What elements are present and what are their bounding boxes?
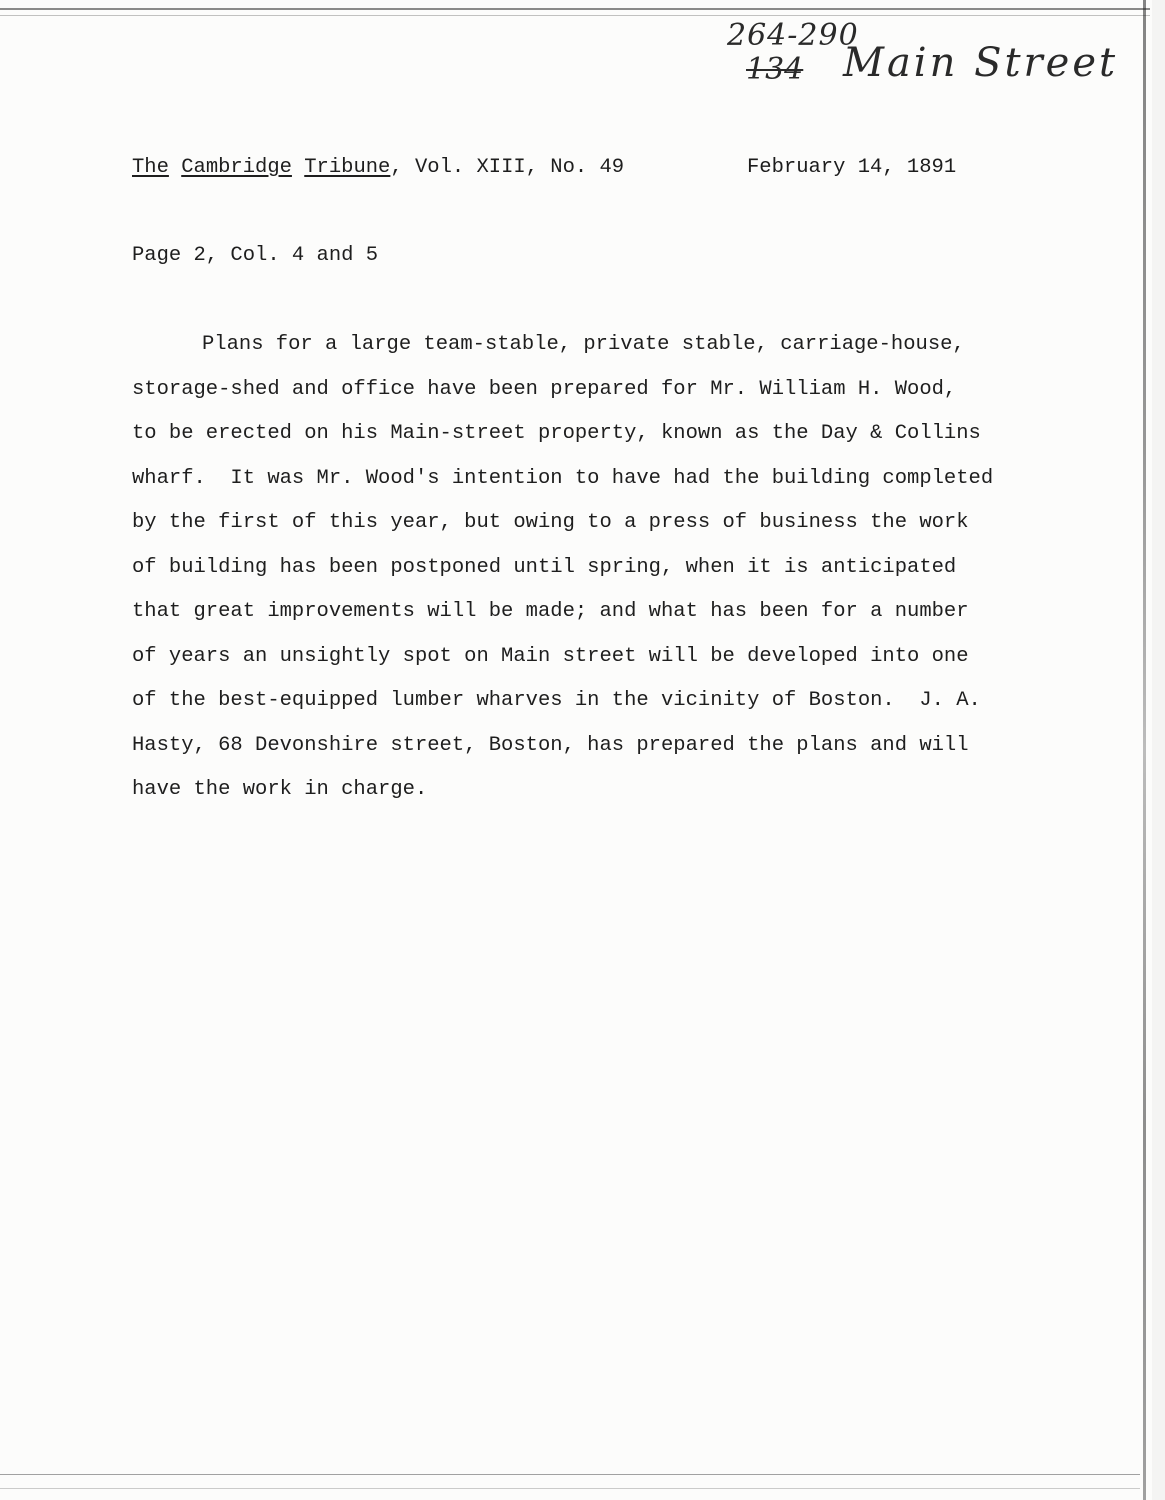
article-line: of years an unsightly spot on Main street will be developed into one: [132, 644, 969, 668]
issue-info: , Vol. XIII, No. 49: [390, 156, 625, 179]
handwritten-address-range: 264-290: [727, 18, 859, 53]
page-column-reference: Page 2, Col. 4 and 5: [132, 244, 379, 267]
article-body: [132, 323, 1092, 813]
handwritten-street-name: Main Street: [843, 40, 1119, 86]
article-line: of the best-equipped lumber wharves in the vicinity of Boston. J. A.: [132, 689, 981, 712]
scan-edge-right: [1143, 0, 1146, 1500]
scan-edge-top: [0, 8, 1150, 10]
article-line: wharf. It was Mr. Wood's intention to have had the building completed: [132, 466, 994, 490]
citation-line: [132, 146, 624, 191]
article-line: Hasty, 68 Devonshire street, Boston, has prepared the plans and will: [132, 733, 969, 757]
publication-date: February 14, 1891: [747, 156, 957, 179]
handwritten-crossed-number: 134: [746, 52, 804, 87]
scan-margin-right: [1152, 0, 1165, 1500]
scan-edge-bottom: [0, 1474, 1140, 1475]
article-line: have the work in charge.: [132, 778, 428, 801]
article-line: of building has been postponed until spring, when it is anticipated: [132, 555, 957, 579]
scan-edge-top-inner: [0, 15, 1150, 16]
article-line: that great improvements will be made; and what has been for a number: [132, 600, 969, 623]
newspaper-name-word: Tribune: [304, 156, 391, 179]
newspaper-name-word: The: [132, 156, 169, 179]
article-line: by the first of this year, but owing to a press of business the work: [132, 511, 969, 534]
article-line: Plans for a large team-stable, private stable, carriage-house,: [202, 333, 965, 356]
article-line: to be erected on his Main-street property, known as the Day & Collins: [132, 422, 981, 445]
article-line: storage-shed and office have been prepared for Mr. William H. Wood,: [132, 377, 957, 401]
scan-edge-bottom-inner: [0, 1488, 1140, 1489]
newspaper-name-word: Cambridge: [181, 156, 292, 179]
